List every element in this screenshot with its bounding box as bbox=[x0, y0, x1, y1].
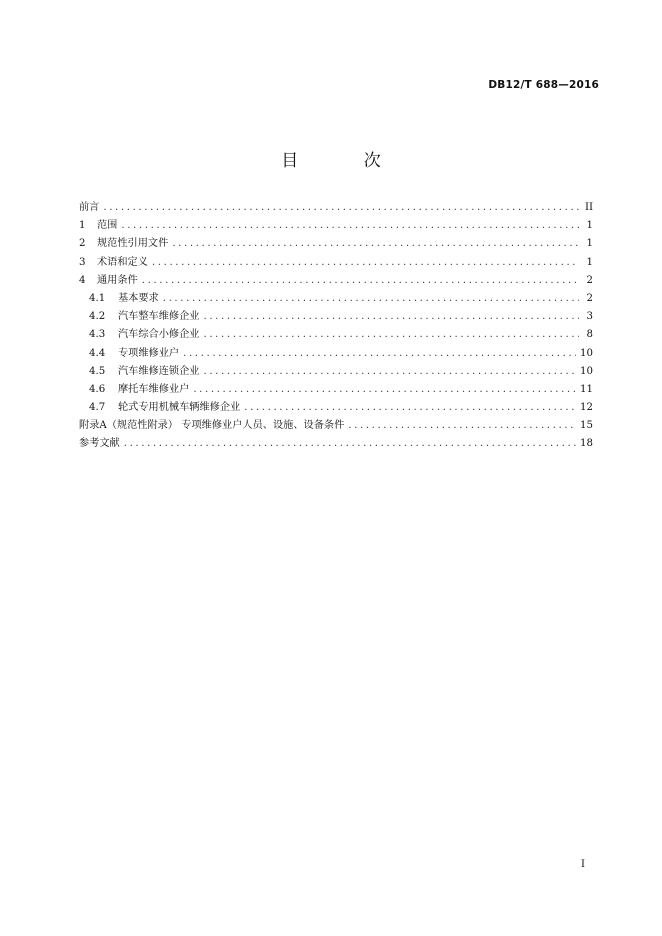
toc-leader bbox=[348, 417, 576, 435]
toc-entry-page: 1 bbox=[586, 256, 593, 268]
toc-entry-1[interactable] bbox=[79, 217, 593, 235]
toc-entry-4-4[interactable] bbox=[79, 345, 593, 363]
toc-entry-label: 通用条件 bbox=[97, 274, 138, 286]
toc-entry-number: 4.3 bbox=[89, 329, 106, 341]
toc-entry-page: 12 bbox=[580, 402, 593, 414]
toc-entry-label: 基本要求 bbox=[118, 292, 159, 304]
toc-entry-label: 前言 bbox=[79, 202, 100, 213]
toc-entry-page: 11 bbox=[580, 383, 593, 395]
toc-entry-label: 轮式专用机械车辆维修企业 bbox=[118, 402, 241, 414]
toc-entry-page: II bbox=[584, 202, 593, 213]
toc-entry-page: 1 bbox=[586, 220, 593, 232]
toc-entry-page: 1 bbox=[586, 238, 593, 250]
toc-leader bbox=[121, 217, 579, 235]
toc-entry-label: 摩托车维修业户 bbox=[118, 383, 190, 395]
toc-entry-label: 术语和定义 bbox=[97, 256, 148, 268]
toc-entry-label: 规范性引用文件 bbox=[97, 238, 169, 250]
toc-leader bbox=[193, 381, 576, 399]
toc-leader bbox=[124, 435, 576, 453]
page-title: 目 次 bbox=[281, 151, 411, 171]
toc-entry-3[interactable] bbox=[79, 254, 593, 272]
toc-entry-page: 10 bbox=[580, 347, 593, 359]
toc-entry-page: 2 bbox=[586, 292, 593, 304]
toc-entry-number: 1 bbox=[79, 220, 86, 232]
toc-leader bbox=[204, 308, 580, 326]
toc-entry-4-1[interactable] bbox=[79, 290, 593, 308]
toc-leader bbox=[172, 235, 579, 253]
toc-entry-number: 4.1 bbox=[89, 292, 106, 304]
toc-leader bbox=[244, 399, 576, 417]
table-of-contents bbox=[79, 199, 593, 454]
toc-entry-label: 汽车整车维修企业 bbox=[118, 311, 200, 323]
toc-entry-page: 3 bbox=[586, 311, 593, 323]
toc-entry-label: 汽车维修连锁企业 bbox=[118, 365, 200, 377]
toc-entry-page: 2 bbox=[586, 274, 593, 286]
toc-leader bbox=[204, 326, 580, 344]
toc-leader bbox=[142, 272, 579, 290]
toc-entry-label: 参考文献 bbox=[79, 438, 120, 450]
toc-entry-page: 18 bbox=[580, 438, 593, 450]
toc-leader bbox=[103, 199, 579, 217]
toc-leader bbox=[183, 345, 576, 363]
page-number: I bbox=[581, 859, 585, 870]
toc-entry-4-7[interactable] bbox=[79, 399, 593, 417]
toc-entry-4-5[interactable] bbox=[79, 363, 593, 381]
toc-entry-4-3[interactable] bbox=[79, 326, 593, 344]
toc-entry-number: 4.6 bbox=[89, 383, 106, 395]
toc-leader bbox=[152, 254, 579, 272]
toc-entry-label: 范围 bbox=[97, 220, 118, 232]
toc-entry-bibliography[interactable] bbox=[79, 435, 593, 453]
toc-entry-appendix-a[interactable] bbox=[79, 417, 593, 435]
toc-entry-page: 15 bbox=[580, 420, 593, 432]
toc-entry-number: 4 bbox=[79, 274, 86, 286]
toc-leader bbox=[163, 290, 579, 308]
toc-entry-4-2[interactable] bbox=[79, 308, 593, 326]
standard-code: DB12/T 688—2016 bbox=[488, 79, 599, 91]
toc-entry-number: 2 bbox=[79, 238, 86, 250]
toc-entry-number: 4.7 bbox=[89, 402, 106, 414]
toc-entry-2[interactable] bbox=[79, 235, 593, 253]
toc-leader bbox=[204, 363, 577, 381]
toc-entry-label: 专项维修业户 bbox=[118, 347, 180, 359]
toc-entry-4-6[interactable] bbox=[79, 381, 593, 399]
toc-entry-number: 4.2 bbox=[89, 311, 106, 323]
toc-entry-label: 附录A（规范性附录） 专项维修业户人员、设施、设备条件 bbox=[79, 420, 345, 432]
toc-entry-page: 8 bbox=[586, 329, 593, 341]
toc-entry-page: 10 bbox=[580, 365, 593, 377]
toc-entry-number: 4.5 bbox=[89, 365, 106, 377]
toc-entry-foreword[interactable] bbox=[79, 199, 593, 217]
toc-entry-label: 汽车综合小修企业 bbox=[118, 329, 200, 341]
toc-entry-number: 3 bbox=[79, 256, 86, 268]
toc-entry-number: 4.4 bbox=[89, 347, 106, 359]
toc-entry-4[interactable] bbox=[79, 272, 593, 290]
